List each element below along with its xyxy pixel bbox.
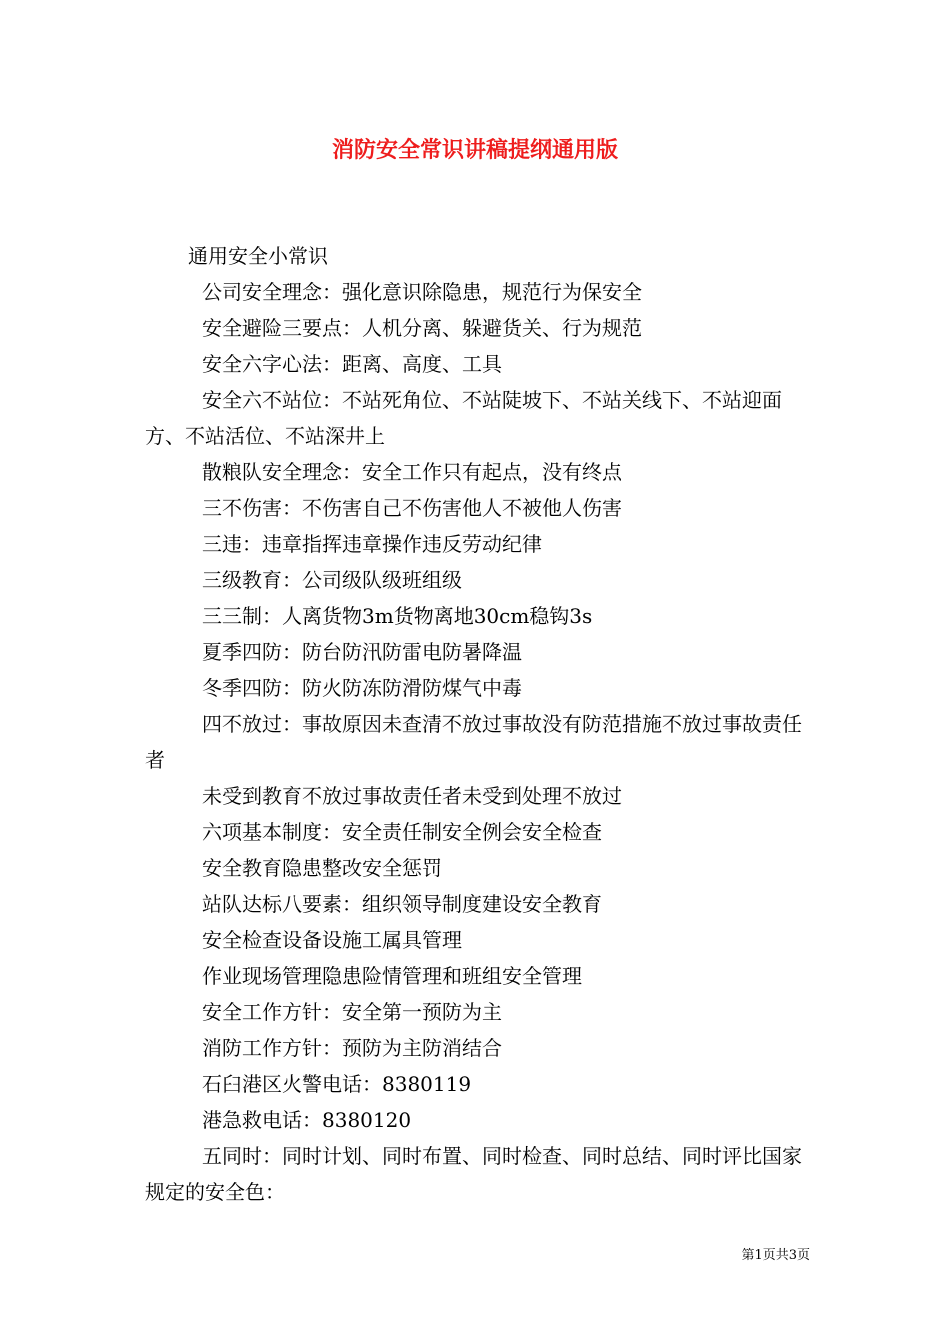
paragraph-14: 六项基本制度：安全责任制安全例会安全检查	[202, 820, 602, 844]
paragraph-5: 散粮队安全理念：安全工作只有起点，没有终点	[202, 460, 622, 484]
paragraph-21: 石臼港区火警电话：8380119	[202, 1072, 472, 1096]
paragraph-4: 安全六不站位：不站死角位、不站陡坡下、不站关线下、不站迎面方、不站活位、不站深井上	[145, 388, 782, 448]
paragraph-23: 五同时：同时计划、同时布置、同时检查、同时总结、同时评比国家规定的安全色：	[145, 1144, 802, 1204]
paragraph-11: 冬季四防：防火防冻防滑防煤气中毒	[202, 676, 522, 700]
paragraph-19: 安全工作方针：安全第一预防为主	[202, 1000, 502, 1024]
section-heading: 通用安全小常识	[188, 244, 328, 268]
document-body	[145, 238, 810, 1210]
paragraph-6: 三不伤害：不伤害自己不伤害他人不被他人伤害	[202, 496, 622, 520]
paragraph-18: 作业现场管理隐患险情管理和班组安全管理	[202, 964, 582, 988]
paragraph-12: 四不放过：事故原因未查清不放过事故没有防范措施不放过事故责任者	[145, 712, 802, 772]
document-title: 消防安全常识讲稿提纲通用版	[331, 137, 618, 163]
paragraph-1: 公司安全理念：强化意识除隐患，规范行为保安全	[202, 280, 642, 304]
paragraph-9: 三三制：人离货物3m货物离地30cm稳钩3s	[202, 604, 593, 628]
paragraph-2: 安全避险三要点：人机分离、躲避货关、行为规范	[202, 316, 642, 340]
page-number-footer: 第1页共3页	[741, 1248, 810, 1263]
paragraph-8: 三级教育：公司级队级班组级	[202, 568, 462, 592]
paragraph-22: 港急救电话：8380120	[202, 1108, 412, 1132]
paragraph-17: 安全检查设备设施工属具管理	[202, 928, 462, 952]
paragraph-13: 未受到教育不放过事故责任者未受到处理不放过	[202, 784, 622, 808]
paragraph-10: 夏季四防：防台防汛防雷电防暑降温	[202, 640, 522, 664]
paragraph-3: 安全六字心法：距离、高度、工具	[202, 352, 502, 376]
paragraph-15: 安全教育隐患整改安全惩罚	[202, 856, 442, 880]
paragraph-20: 消防工作方针：预防为主防消结合	[202, 1036, 502, 1060]
paragraph-7: 三违：违章指挥违章操作违反劳动纪律	[202, 532, 542, 556]
paragraph-16: 站队达标八要素：组织领导制度建设安全教育	[202, 892, 602, 916]
